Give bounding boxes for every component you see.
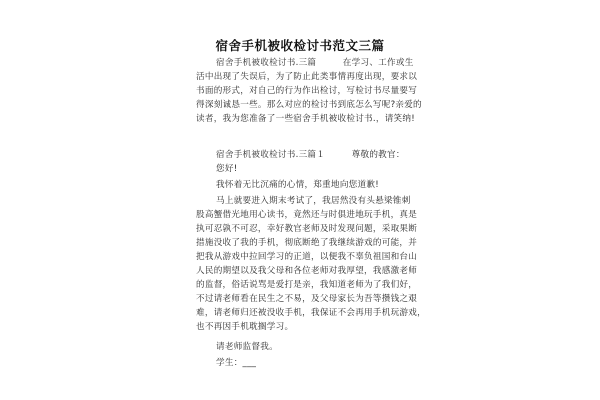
body-line-4: 措施没收了我的手机，彻底断绝了我继续游戏的可能，并 bbox=[196, 238, 418, 248]
body-line-10: 也不再因手机耽搁学习。 bbox=[196, 322, 294, 332]
body-line-6: 人民的期望以及我父母和各位老师对我厚望，我感激老师 bbox=[196, 266, 418, 276]
body-line-1: 马上就要进入期末考试了，我居然没有头悬梁锥刺 bbox=[216, 196, 411, 206]
body-line-8: 不过请老师看在民生之不易，及父母家长为吾等攒钱之艰 bbox=[196, 294, 418, 304]
body-line-5: 把我从游戏中拉回学习的正道，以便我不辜负祖国和台山 bbox=[196, 252, 418, 262]
body-line-2: 股高蟹借光地用心读书，竟然还与时俱进地玩手机，真是 bbox=[196, 210, 418, 220]
signature-line: 学生：___ bbox=[216, 358, 257, 368]
body-line-9: 难，请老师归还被没收手机，我保证不会再用手机玩游戏， bbox=[196, 308, 426, 318]
intro-line-5: 读者，我为您准备了一些宿舍手机被收检讨书.，请笑纳! bbox=[196, 114, 415, 124]
intro-line-1: 宿舍手机被收检讨书.三篇 在学习、工作或生 bbox=[216, 58, 414, 68]
paragraph-request: 请老师监督我。 bbox=[216, 342, 278, 352]
intro-line-2: 活中出现了失误后，为了防止此类事情再度出现，要求以 bbox=[196, 72, 418, 82]
greeting: 您好! bbox=[216, 164, 238, 174]
document-title: 宿舍手机被收检讨书范文三篇 bbox=[215, 38, 385, 53]
section-heading: 宿舍手机被收检讨书.三篇１ 尊敬的教官： bbox=[216, 150, 405, 160]
intro-line-3: 书面的形式，对自己的行为作出检讨，写检讨书尽量要写 bbox=[196, 86, 418, 96]
body-line-7: 的监督，俗话说骂是爱打是亲，我知道老师为了我们好， bbox=[196, 280, 418, 290]
paragraph-apology: 我怀着无比沉痛的心情，郑重地向您道歉! bbox=[216, 180, 379, 190]
body-line-3: 执可忍孰不可忍，幸好教官老师及时发现问题，采取果断 bbox=[196, 224, 418, 234]
intro-line-4: 得深刻诚恳一些。那么对应的检讨书到底怎么写呢?亲爱的 bbox=[196, 100, 422, 110]
